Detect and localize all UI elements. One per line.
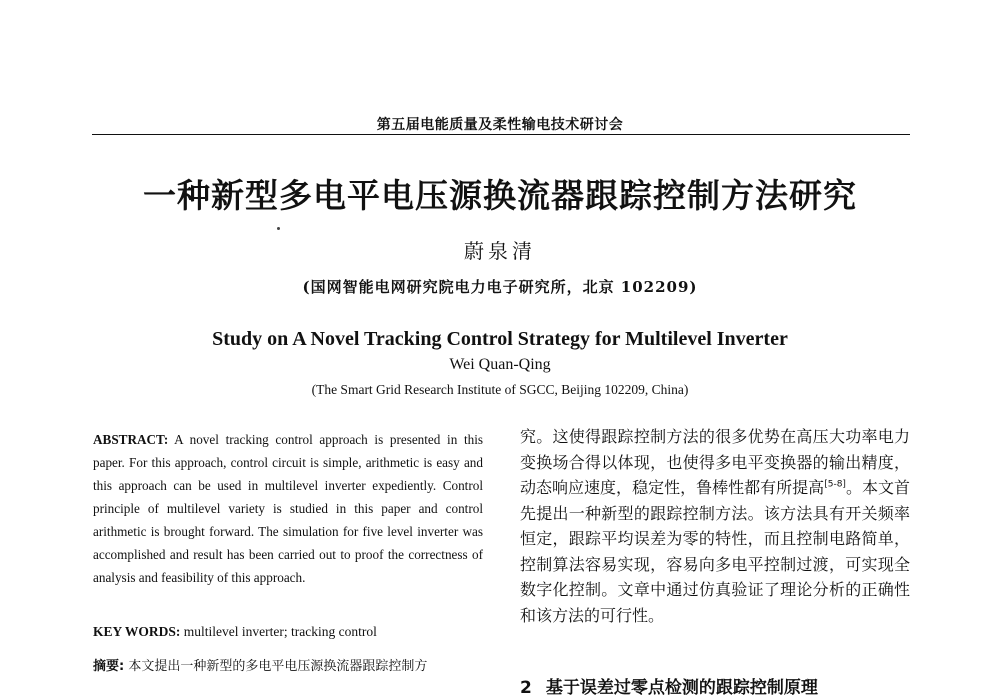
stray-dot: [277, 227, 280, 230]
english-author: Wei Quan-Qing: [449, 356, 551, 373]
chinese-abstract: [93, 654, 488, 680]
keywords-label: KEY WORDS:: [93, 624, 181, 639]
conference-header: 第五届电能质量及柔性输电技术研讨会: [376, 117, 624, 133]
abstract-label: ABSTRACT:: [93, 432, 169, 447]
section-number: 2: [520, 678, 532, 698]
section-heading: [520, 673, 920, 698]
section-title: 基于误差过零点检测的跟踪控制原理: [545, 678, 818, 698]
right-column-body: [520, 424, 910, 628]
body-text-part1: 究。这使得跟踪控制方法的很多优势在高压大功率电力变换场合得以体现，也使得多电平变换器的输出精度，动态响应速度，稳定性，鲁棒性都有所提高: [520, 427, 910, 497]
header-rule: [92, 134, 910, 135]
english-title: Study on A Novel Tracking Control Strategy for Multilevel Inverter: [212, 328, 788, 350]
keywords-text: multilevel inverter; tracking control: [183, 624, 377, 639]
english-affiliation: (The Smart Grid Research Institute of SGCC, Beijing 102209, China): [311, 382, 689, 397]
chinese-abstract-label: 摘要:: [93, 659, 125, 674]
english-abstract: [93, 428, 483, 589]
body-text-part2: 。本文首先提出一种新型的跟踪控制方法。该方法具有开关频率恒定，跟踪平均误差为零的特性，而且控制电路简单，控制算法容易实现，容易向多电平控制过渡，可实现全数字化控制。文章中通过仿真验证了理论分析的正确性和该方法的可行性。: [520, 478, 910, 625]
chinese-abstract-text: 本文提出一种新型的多电平电压源换流器跟踪控制方: [128, 659, 428, 674]
keywords: [93, 624, 493, 640]
chinese-title: 一种新型多电平电压源换流器跟踪控制方法研究: [143, 176, 857, 215]
abstract-text: A novel tracking control approach is presented in this paper. For this approach, control circuit is simple, arithmetic is easy and this approach can be used in multilevel inverter expediently. Control principle of multilevel variety is studied in this paper and control arithmetic is brought forward. The simulation for five level inverter was accomplished and result has been carried out to proof the correctness of analysis and feasibility of this approach.: [93, 432, 483, 585]
chinese-author: 蔚泉清: [464, 239, 536, 263]
chinese-affiliation: (国网智能电网研究院电力电子研究所，北京 102209): [302, 278, 698, 296]
citation-ref: [5-8]: [824, 479, 846, 490]
